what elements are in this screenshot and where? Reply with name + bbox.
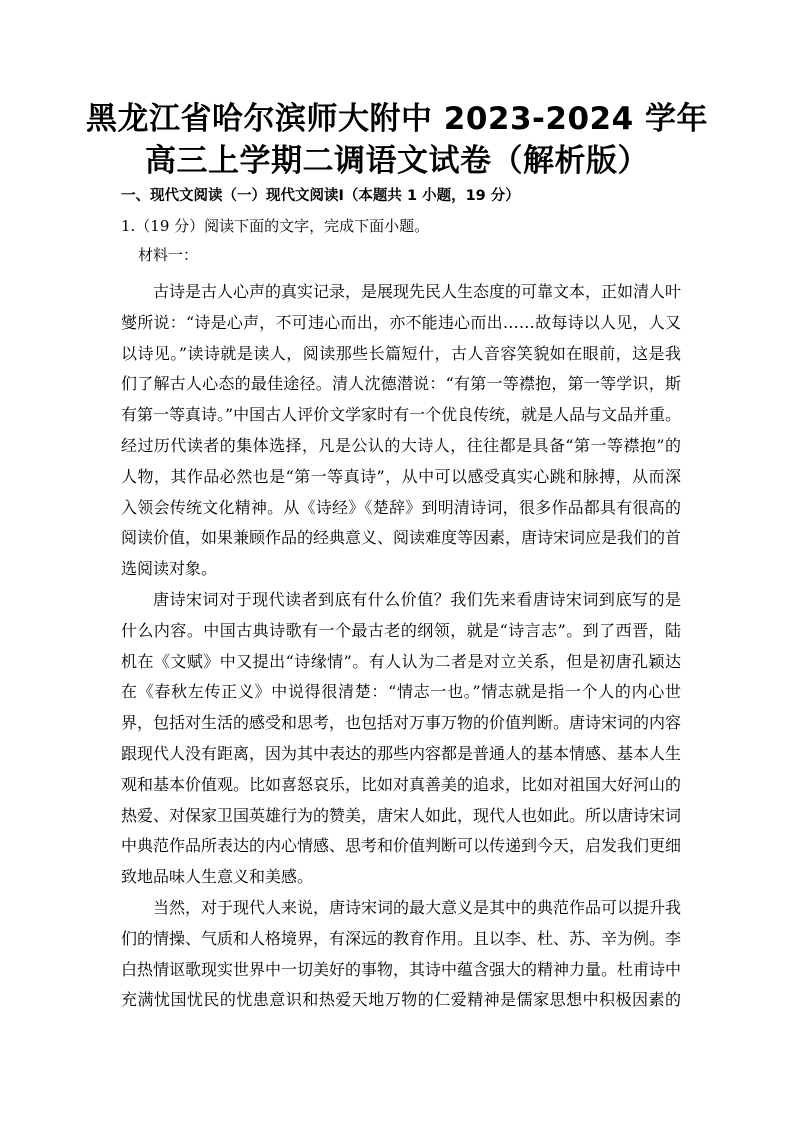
document-title-line-1: 黑龙江省哈尔滨师大附中 2023-2024 学年 bbox=[85, 101, 708, 137]
text-line: 界，包括对生活的感受和思考，也包括对万事万物的价值判断。唐诗宋词的内容 bbox=[121, 713, 681, 733]
text-line: 人物，其作品必然也是“第一等真诗”，从中可以感受真实心跳和脉搏，从而深 bbox=[121, 466, 681, 486]
document-title-line-2: 高三上学期二调语文试卷（解析版） bbox=[145, 143, 649, 179]
section-heading: 一、现代文阅读（一）现代文阅读Ⅰ（本题共 1 小题，19 分） bbox=[121, 188, 520, 204]
text-line: 热爱、对保家卫国英雄行为的赞美，唐宋人如此，现代人也如此。所以唐诗宋词 bbox=[121, 805, 681, 825]
text-line: 古诗是古人心声的真实记录，是展现先民人生态度的可靠文本，正如清人叶 bbox=[153, 282, 681, 301]
text-line: 阅读价值，如果兼顾作品的经典意义、阅读难度等因素，唐诗宋词应是我们的首 bbox=[121, 528, 681, 548]
text-line: 以诗见。”读诗就是读人，阅读那些长篇短什，古人音容笑貌如在眼前，这是我 bbox=[121, 343, 681, 363]
text-line: 在《春秋左传正义》中说得很清楚：“情志一也。”情志就是指一个人的内心世 bbox=[121, 682, 681, 702]
text-line: 白热情讴歌现实世界中一切美好的事物，其诗中蕴含强大的精神力量。杜甫诗中 bbox=[121, 959, 681, 979]
text-line: 当然，对于现代人来说，唐诗宋词的最大意义是其中的典范作品可以提升我 bbox=[153, 897, 681, 917]
text-line: 机在《文赋》中又提出“诗缘情”。有人认为二者是对立关系，但是初唐孔颖达 bbox=[121, 651, 681, 671]
text-line: 致地品味人生意义和美感。 bbox=[121, 867, 314, 887]
text-line: 观和基本价值观。比如喜怒哀乐，比如对真善美的追求，比如对祖国大好河山的 bbox=[121, 774, 681, 794]
text-line: 跟现代人没有距离，因为其中表达的那些内容都是普通人的基本情感、基本人生 bbox=[121, 743, 681, 763]
text-line: 唐诗宋词对于现代读者到底有什么价值？我们先来看唐诗宋词到底写的是 bbox=[153, 589, 681, 609]
text-line: 们的情操、气质和人格境界，有深远的教育作用。且以李、杜、苏、辛为例。李 bbox=[121, 928, 681, 948]
text-line: 充满忧国忧民的忧患意识和热爱天地万物的仁爱精神是儒家思想中积极因素的 bbox=[121, 990, 681, 1010]
text-line: 选阅读对象。 bbox=[121, 559, 218, 579]
text-line: 们了解古人心态的最佳途径。清人沈德潜说：“有第一等襟抱，第一等学识，斯 bbox=[121, 374, 681, 394]
material-label: 材料一： bbox=[138, 246, 199, 264]
paragraph-2 bbox=[121, 585, 681, 893]
question-prompt: 1.（19 分）阅读下面的文字，完成下面小题。 bbox=[121, 217, 430, 235]
paragraph-3 bbox=[121, 893, 681, 1016]
text-line: 有第一等真诗。”中国古人评价文学家时有一个优良传统，就是人品与文品并重。 bbox=[121, 405, 681, 425]
text-line: 入领会传统文化精神。从《诗经》《楚辞》到明清诗词，很多作品都具有很高的 bbox=[121, 497, 681, 517]
text-line: 什么内容。中国古典诗歌有一个最古老的纲领，就是“诗言志”。到了西晋，陆 bbox=[121, 620, 681, 640]
paragraph-1 bbox=[121, 277, 681, 585]
text-line: 中典范作品所表达的内心情感、思考和价值判断可以传递到今天，启发我们更细 bbox=[121, 836, 681, 856]
text-line: 经过历代读者的集体选择，凡是公认的大诗人，往往都是具备“第一等襟抱”的 bbox=[121, 435, 681, 455]
article-body bbox=[121, 277, 681, 1016]
text-line: 燮所说：“诗是心声，不可违心而出，亦不能违心而出……故每诗以人见，人又 bbox=[121, 312, 681, 332]
